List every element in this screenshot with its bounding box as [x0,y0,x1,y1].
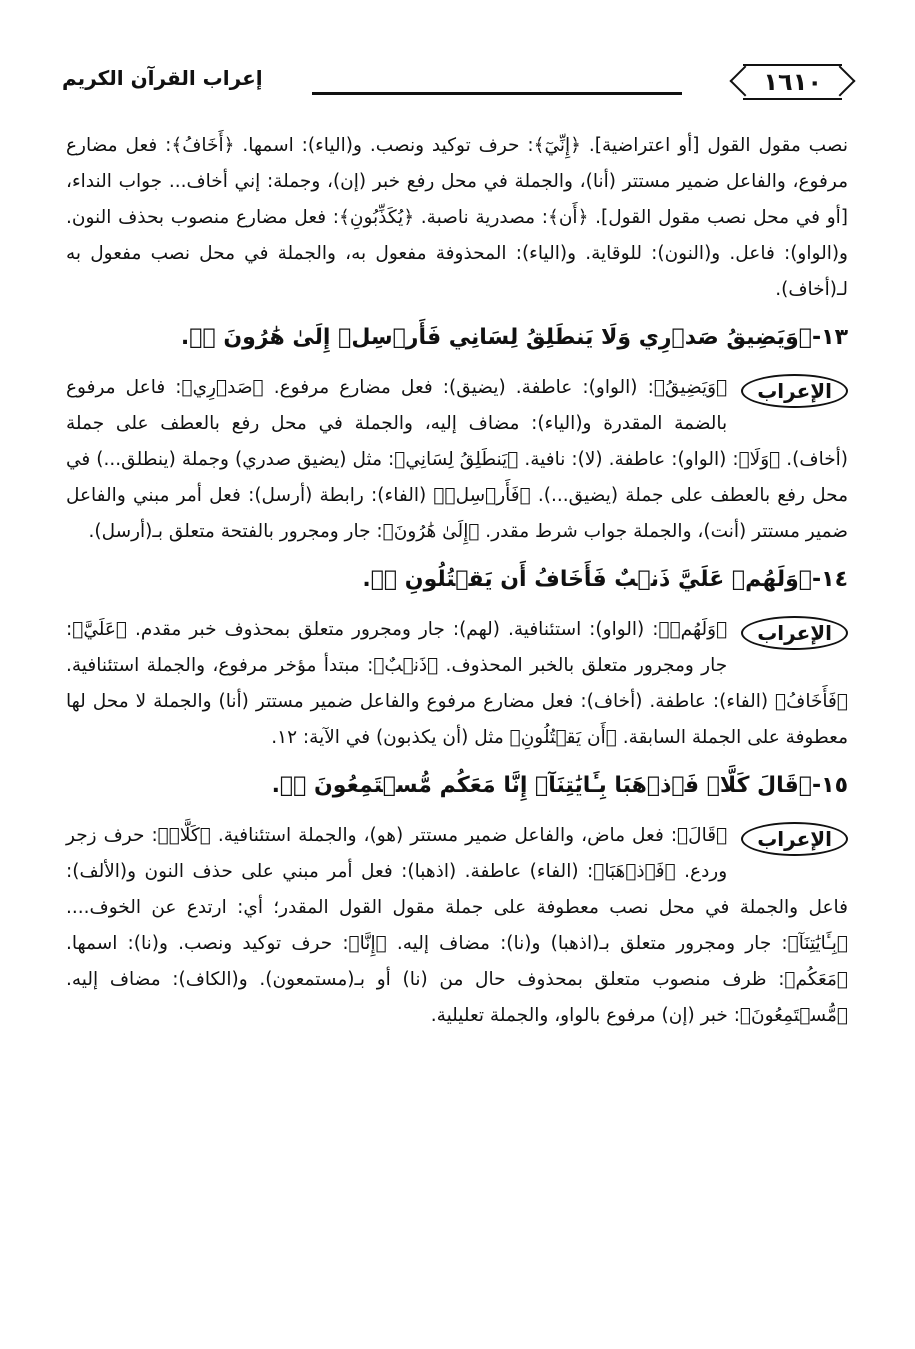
irab-section-15 [66,818,848,1034]
book-title: إعراب القرآن الكريم [62,66,263,90]
paragraph-continuation: نصب مقول القول [أو اعتراضية]. ﴿إِنِّيٓ﴾: حرف توكيد ونصب. و(الياء): اسمها. ﴿أَخَافُ﴾: فعل مضارع مرفوع، والفاعل ضمير مستتر (أنا)، والجملة في محل رفع خبر (إن)، وجملة: إني أخاف... جواب النداء، [أو في محل نصب مقول القول]. ﴿أَن﴾: مصدرية ناصبة. ﴿يُكَذِّبُونِ﴾: فعل مضارع منصوب بحذف النون. و(الواو): فاعل. و(النون): للوقاية. و(الياء): المحذوفة مفعول به، والجملة في محل نصب مفعول به لـ(أخاف). [66,135,848,300]
page-number: ١٦١٠ [743,64,842,100]
irab-section-14 [66,612,848,756]
irab-text-13: ﴿وَيَضِيقُ﴾: (الواو): عاطفة. (يضيق): فعل مضارع مرفوع. ﴿صَدۡرِي﴾: فاعل مرفوع بالضمة المقدرة و(الياء): مضاف إليه، والجملة في محل رفع بالعطف على جملة (أخاف). ﴿وَلَا﴾: (الواو): عاطفة. (لا): نافية. ﴿يَنطَلِقُ لِسَانِي﴾: مثل (يضيق صدري) وجملة (ينطلق...) في محل رفع بالعطف على جملة (يضيق...). ﴿فَأَرۡسِلۡ﴾ (الفاء): رابطة (أرسل): فعل أمر مبني والفاعل ضمير مستتر (أنت)، والجملة جواب شرط مقدر. ﴿إِلَىٰ هَٰرُونَ﴾: جار ومجرور بالفتحة متعلق بـ(أرسل). [66,377,848,542]
irab-label: الإعراب [741,616,848,650]
irab-text-14: ﴿وَلَهُمۡ﴾: (الواو): استئنافية. (لهم): جار ومجرور متعلق بمحذوف خبر مقدم. ﴿عَلَيَّ﴾: جار ومجرور متعلق بالخبر المحذوف. ﴿ذَنۢبٌ﴾: مبتدأ مؤخر مرفوع، والجملة استئنافية. ﴿فَأَخَافُ﴾ (الفاء): عاطفة. (أخاف): فعل مضارع مرفوع والفاعل ضمير مستتر (أنا) والجملة لا محل لها معطوفة على الجملة السابقة. ﴿أَن يَقۡتُلُونِ﴾ مثل (أن يكذبون) في الآية: ١٢. [66,619,848,748]
irab-label: الإعراب [741,822,848,856]
irab-label: الإعراب [741,374,848,408]
page-content [66,128,848,1034]
irab-text-15: ﴿قَالَ﴾: فعل ماض، والفاعل ضمير مستتر (هو)، والجملة استئنافية. ﴿كَلَّاۖ﴾: حرف زجر وردع. ﴿فَٱذۡهَبَا﴾: (الفاء) عاطفة. (اذهبا): فعل أمر مبني على حذف النون و(الألف): فاعل والجملة في محل نصب معطوفة على جملة مقول القول المقدر؛ أي: ارتدع عن الخوف.... ﴿بِـَٔايَٰتِنَآ﴾: جار ومجرور متعلق بـ(اذهبا) و(نا): مضاف إليه. ﴿إِنَّا﴾: حرف توكيد ونصب. و(نا): اسمها. ﴿مَعَكُم﴾: ظرف منصوب متعلق بمحذوف حال من (نا) أو بـ(مستمعون). و(الكاف): مضاف إليه. ﴿مُّسۡتَمِعُونَ﴾: خبر (إن) مرفوع بالواو، والجملة تعليلية. [66,825,848,1026]
irab-section-13 [66,370,848,550]
verse-13: ١٣-﴿وَيَضِيقُ صَدۡرِي وَلَا يَنطَلِقُ لِسَانِي فَأَرۡسِلۡ إِلَىٰ هَٰرُونَ ⑬﴾. [180,325,848,350]
header-rule [312,92,682,95]
verse-15: ١٥-﴿قَالَ كَلَّاۖ فَٱذۡهَبَا بِـَٔايَٰتِنَآۖ إِنَّا مَعَكُم مُّسۡتَمِعُونَ ⑮﴾. [271,773,848,798]
verse-14: ١٤-﴿وَلَهُمۡ عَلَيَّ ذَنۢبٌ فَأَخَافُ أَن يَقۡتُلُونِ ⑭﴾. [362,567,848,592]
page-header [62,64,842,104]
